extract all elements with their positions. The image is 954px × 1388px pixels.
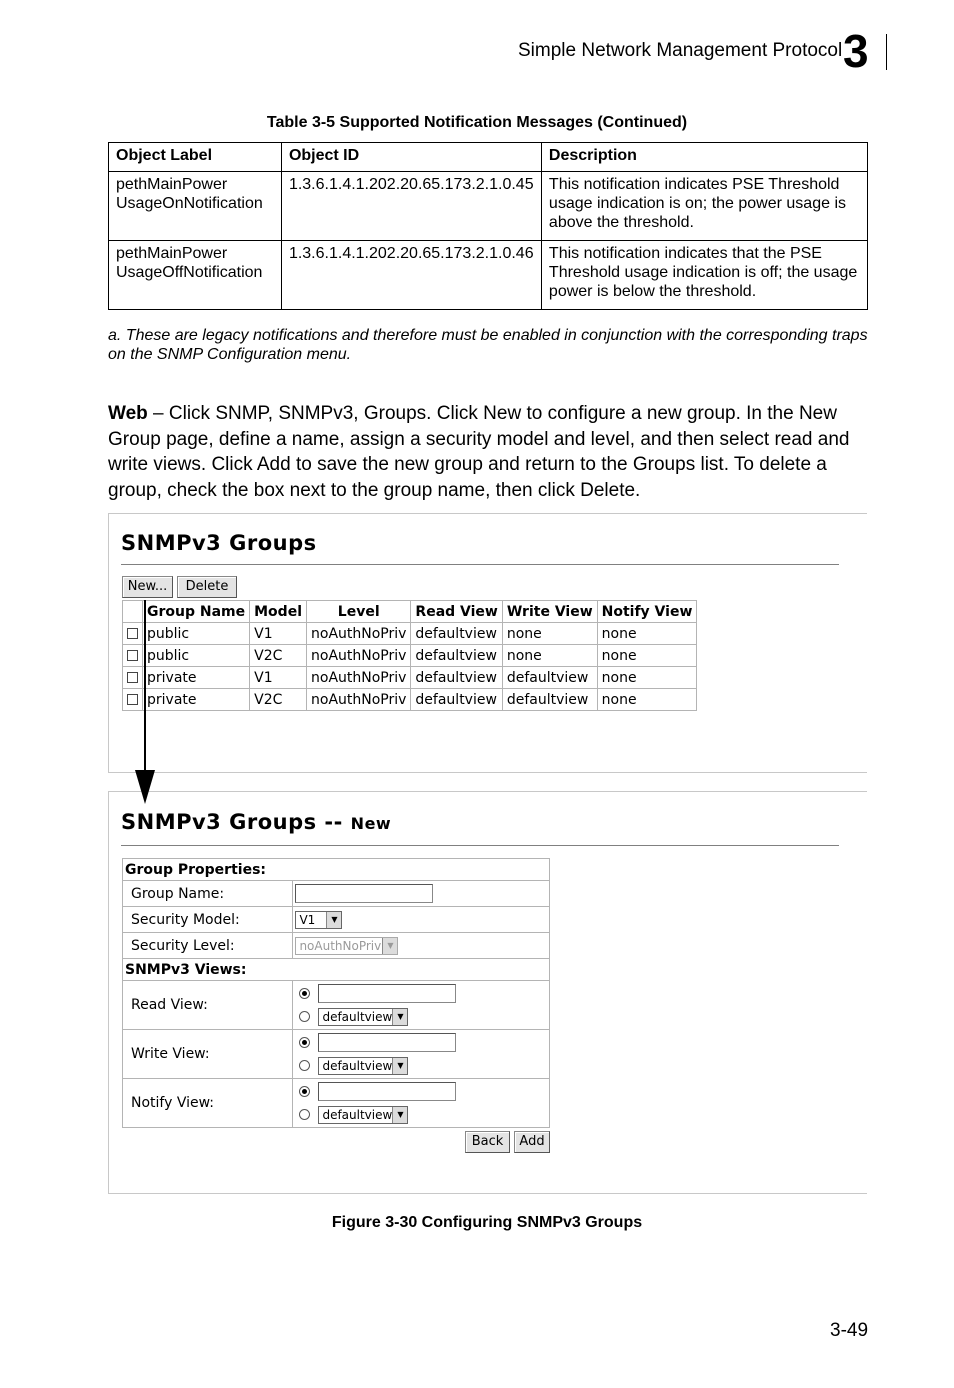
groups-table <box>122 600 697 711</box>
column-header: Description <box>541 143 867 172</box>
object-label-cell: pethMainPower UsageOffNotification <box>109 241 282 310</box>
new-button[interactable]: New... <box>122 576 173 598</box>
group-name-input[interactable] <box>295 884 433 903</box>
new-group-screenshot <box>108 791 867 1194</box>
notify-view-select[interactable]: defaultview ▼ <box>318 1106 408 1124</box>
write-view-input[interactable] <box>318 1033 456 1052</box>
new-group-page-title: SNMPv3 Groups -- New <box>121 810 392 834</box>
read-view-label: Read View: <box>123 981 293 1030</box>
write-view-label: Write View: <box>123 1030 293 1079</box>
title-rule <box>121 845 839 846</box>
read-view-text-radio[interactable] <box>299 988 310 999</box>
arrow-head-icon <box>135 770 155 804</box>
table-row <box>109 172 868 241</box>
object-id-cell: 1.3.6.1.4.1.202.20.65.173.2.1.0.46 <box>281 241 541 310</box>
notification-table <box>108 142 868 310</box>
read-view-select[interactable]: defaultview ▼ <box>318 1008 408 1026</box>
notify-view-list-radio[interactable] <box>299 1109 310 1120</box>
table-row: public V1 noAuthNoPriv defaultview none none <box>123 623 697 645</box>
security-level-label: Security Level: <box>123 933 293 959</box>
group-properties-heading: Group Properties: <box>123 859 550 881</box>
column-header: Object ID <box>281 143 541 172</box>
security-model-label: Security Model: <box>123 907 293 933</box>
group-properties-table <box>122 858 550 1128</box>
table-row <box>109 241 868 310</box>
security-model-select[interactable]: V1 ▼ <box>295 911 342 929</box>
group-name-label: Group Name: <box>123 881 293 907</box>
web-label: Web <box>108 403 148 424</box>
notify-view-text-radio[interactable] <box>299 1086 310 1097</box>
snmpv3-views-heading: SNMPv3 Views: <box>123 959 550 981</box>
add-button[interactable]: Add <box>514 1131 550 1153</box>
column-header: Write View <box>502 601 597 623</box>
chevron-down-icon: ▼ <box>392 1107 407 1123</box>
column-header: Object Label <box>109 143 282 172</box>
column-header: Notify View <box>597 601 697 623</box>
column-header: Model <box>250 601 307 623</box>
column-header: Read View <box>411 601 502 623</box>
read-view-input[interactable] <box>318 984 456 1003</box>
groups-header-row <box>123 601 697 623</box>
table-footnote: a. These are legacy notifications and therefore must be enabled in conjunction with the corresponding traps on the SNMP Configuration menu. <box>108 327 868 363</box>
delete-button[interactable]: Delete <box>177 576 237 598</box>
write-view-list-radio[interactable] <box>299 1060 310 1071</box>
write-view-select[interactable]: defaultview ▼ <box>318 1057 408 1075</box>
description-cell: This notification indicates that the PSE Threshold usage indication is off; the usage power is below the threshold. <box>541 241 867 310</box>
running-header: Simple Network Management Protocol <box>518 40 843 61</box>
chapter-number: 3 <box>843 25 869 77</box>
chevron-down-icon: ▼ <box>392 1009 407 1025</box>
table-caption: Table 3-5 Supported Notification Messages (Continued) <box>266 114 688 131</box>
flow-arrow <box>130 600 162 810</box>
header-divider <box>886 34 887 70</box>
read-view-list-radio[interactable] <box>299 1011 310 1022</box>
table-row: private V2C noAuthNoPriv defaultview defaultview none <box>123 689 697 711</box>
notify-view-input[interactable] <box>318 1082 456 1101</box>
title-rule <box>121 564 839 565</box>
chevron-down-icon: ▼ <box>382 938 397 954</box>
body-paragraph: Web – Click SNMP, SNMPv3, Groups. Click New to configure a new group. In the New Group page, define a name, assign a security model and level, and then select read and write views. Click Add to save the new group and return to the Groups list. To delete a group, check the box next to the group name, then click Delete. <box>108 403 850 501</box>
chevron-down-icon: ▼ <box>392 1058 407 1074</box>
object-id-cell: 1.3.6.1.4.1.202.20.65.173.2.1.0.45 <box>281 172 541 241</box>
groups-screenshot <box>108 513 867 773</box>
figure-caption: Figure 3-30 Configuring SNMPv3 Groups <box>331 1214 643 1231</box>
notify-view-label: Notify View: <box>123 1079 293 1128</box>
page-number: 3-49 <box>830 1320 869 1341</box>
column-header: Level <box>307 601 411 623</box>
table-row: public V2C noAuthNoPriv defaultview none none <box>123 645 697 667</box>
groups-page-title: SNMPv3 Groups <box>121 531 317 555</box>
security-level-select[interactable]: noAuthNoPriv ▼ <box>295 937 398 955</box>
chevron-down-icon: ▼ <box>326 912 341 928</box>
back-button[interactable]: Back <box>465 1131 510 1153</box>
description-cell: This notification indicates PSE Threshold usage indication is on; the power usage is above the threshold. <box>541 172 867 241</box>
table-header-row <box>109 143 868 172</box>
write-view-text-radio[interactable] <box>299 1037 310 1048</box>
object-label-cell: pethMainPower UsageOnNotification <box>109 172 282 241</box>
column-header: Group Name <box>143 601 250 623</box>
table-row: private V1 noAuthNoPriv defaultview defaultview none <box>123 667 697 689</box>
